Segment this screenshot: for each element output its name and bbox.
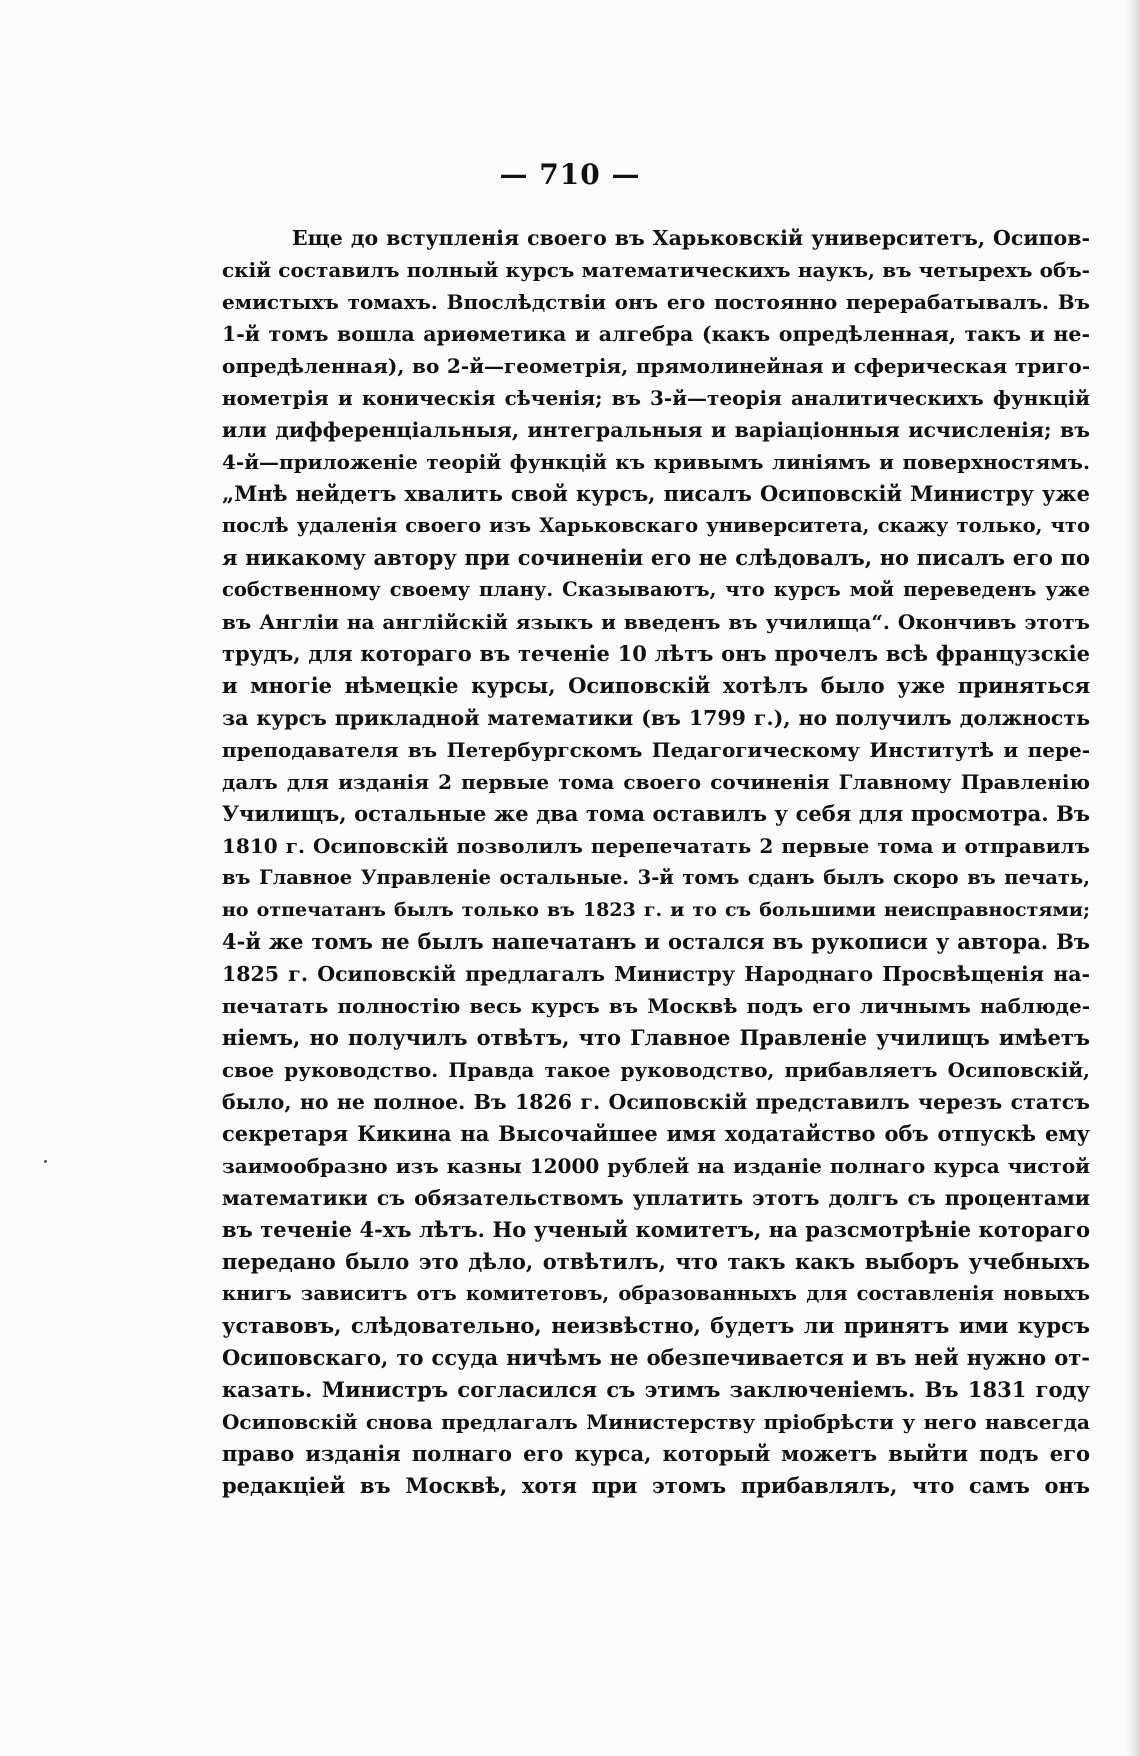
text-line: 4-й—приложеніе теорій функцій къ кривымъ линіямъ и поверхностямъ.	[222, 450, 1090, 474]
text-line: было, но не полное. Въ 1826 г. Осиповскій представилъ черезъ статсъ	[222, 1090, 1090, 1114]
text-line: Осиповскаго, то ссуда ничѣмъ не обезпечивается и въ ней нужно от-	[222, 1345, 1090, 1370]
text-line: нометрія и коническія сѣченія; въ 3-й—теорія аналитическихъ функцій	[222, 386, 1090, 410]
text-line: „Мнѣ нейдетъ хвалить свой курсъ, писалъ Осиповскій Министру уже	[222, 481, 1090, 506]
text-line: 1810 г. Осиповскій позволилъ перепечатать 2 первые тома и отправилъ	[222, 834, 1090, 858]
text-line: послѣ удаленія своего изъ Харьковскаго университета, скажу только, что	[222, 514, 1090, 537]
body-text	[222, 222, 1090, 1502]
text-line: далъ для изданія 2 первые тома своего сочиненія Главному Правленію	[222, 770, 1090, 794]
text-line: опредѣленная), во 2-й—геометрія, прямолинейная и сферическая триго-	[222, 354, 1090, 378]
page-edge-shadow	[1126, 0, 1140, 1756]
text-line: собственному своему плану. Сказываютъ, что курсъ мой переведенъ уже	[222, 578, 1090, 601]
text-line: въ Главное Управленіе остальные. 3-й томъ сданъ былъ скоро въ печать,	[222, 866, 1090, 889]
text-line: въ теченіе 4-хъ лѣтъ. Но ученый комитетъ, на разсмотрѣніе котораго	[222, 1217, 1090, 1242]
text-line: уставовъ, слѣдовательно, неизвѣстно, будетъ ли принятъ ими курсъ	[222, 1313, 1090, 1338]
text-line: Еще до вступленія своего въ Харьковскій университетъ, Осипов-	[292, 226, 1090, 250]
page-number: — 710 —	[499, 158, 641, 191]
text-line: преподавателя въ Петербургскомъ Педагогическому Институтѣ и пере-	[222, 738, 1090, 762]
text-line: но отпечатанъ былъ только въ 1823 г. и то съ большими неисправностями;	[222, 899, 1090, 921]
text-line: казать. Министръ согласился съ этимъ заключеніемъ. Въ 1831 году	[222, 1377, 1090, 1402]
text-line: 1825 г. Осиповскій предлагалъ Министру Народнаго Просвѣщенія на-	[222, 962, 1090, 986]
text-line: Училищъ, остальные же два тома оставилъ у себя для просмотра. Въ	[222, 801, 1090, 826]
text-line: трудъ, для котораго въ теченіе 10 лѣтъ онъ прочелъ всѣ французскіе	[222, 641, 1090, 666]
text-line: редакціей въ Москвѣ, хотя при этомъ прибавлялъ, что самъ онъ	[222, 1473, 1090, 1498]
text-line: или дифференціальныя, интегральныя и варіаціонныя исчисленія; въ	[222, 418, 1090, 442]
text-line: емистыхъ томахъ. Впослѣдствіи онъ его постоянно перерабатывалъ. Въ	[222, 290, 1090, 314]
text-line: заимообразно изъ казны 12000 рублей на изданіе полнаго курса чистой	[222, 1154, 1090, 1178]
margin-mark	[44, 1160, 47, 1163]
text-line: ніемъ, но получилъ отвѣтъ, что Главное Правленіе училищъ имѣетъ	[222, 1025, 1090, 1050]
text-line: и многіе нѣмецкіе курсы, Осиповскій хотѣлъ было уже приняться	[222, 673, 1090, 698]
text-line: за курсъ прикладной математики (въ 1799 г.), но получилъ должность	[222, 706, 1090, 730]
text-line: 1-й томъ вошла ариѳметика и алгебра (какъ опредѣленная, такъ и не-	[222, 322, 1090, 346]
text-line: передано было это дѣло, отвѣтилъ, что такъ какъ выборъ учебныхъ	[222, 1249, 1090, 1274]
text-line: математики съ обязательствомъ уплатить этотъ долгъ съ процентами	[222, 1186, 1090, 1210]
text-line: 4-й же томъ не былъ напечатанъ и остался въ рукописи у автора. Въ	[222, 929, 1090, 954]
text-line: секретаря Кикина на Высочайшее имя ходатайство объ отпускѣ ему	[222, 1121, 1090, 1146]
text-line: свое руководство. Правда такое руководство, прибавляетъ Осиповскій,	[222, 1058, 1090, 1082]
text-line: книгъ зависитъ отъ комитетовъ, образованныхъ для составленія новыхъ	[222, 1282, 1090, 1305]
text-line: я никакому автору при сочиненіи его не слѣдовалъ, но писалъ его по	[222, 545, 1090, 570]
text-line: печатать полностію весь курсъ въ Москвѣ подъ его личнымъ наблюде-	[222, 994, 1090, 1018]
text-line: право изданія полнаго его курса, который можетъ выйти подъ его	[222, 1441, 1090, 1466]
text-line: скій составилъ полный курсъ математическихъ наукъ, въ четырехъ объ-	[222, 258, 1090, 282]
text-line: Осиповскій снова предлагалъ Министерству пріобрѣсти у него навсегда	[222, 1410, 1090, 1434]
text-line: въ Англіи на англійскій языкъ и введенъ въ училища“. Окончивъ этотъ	[222, 610, 1090, 634]
